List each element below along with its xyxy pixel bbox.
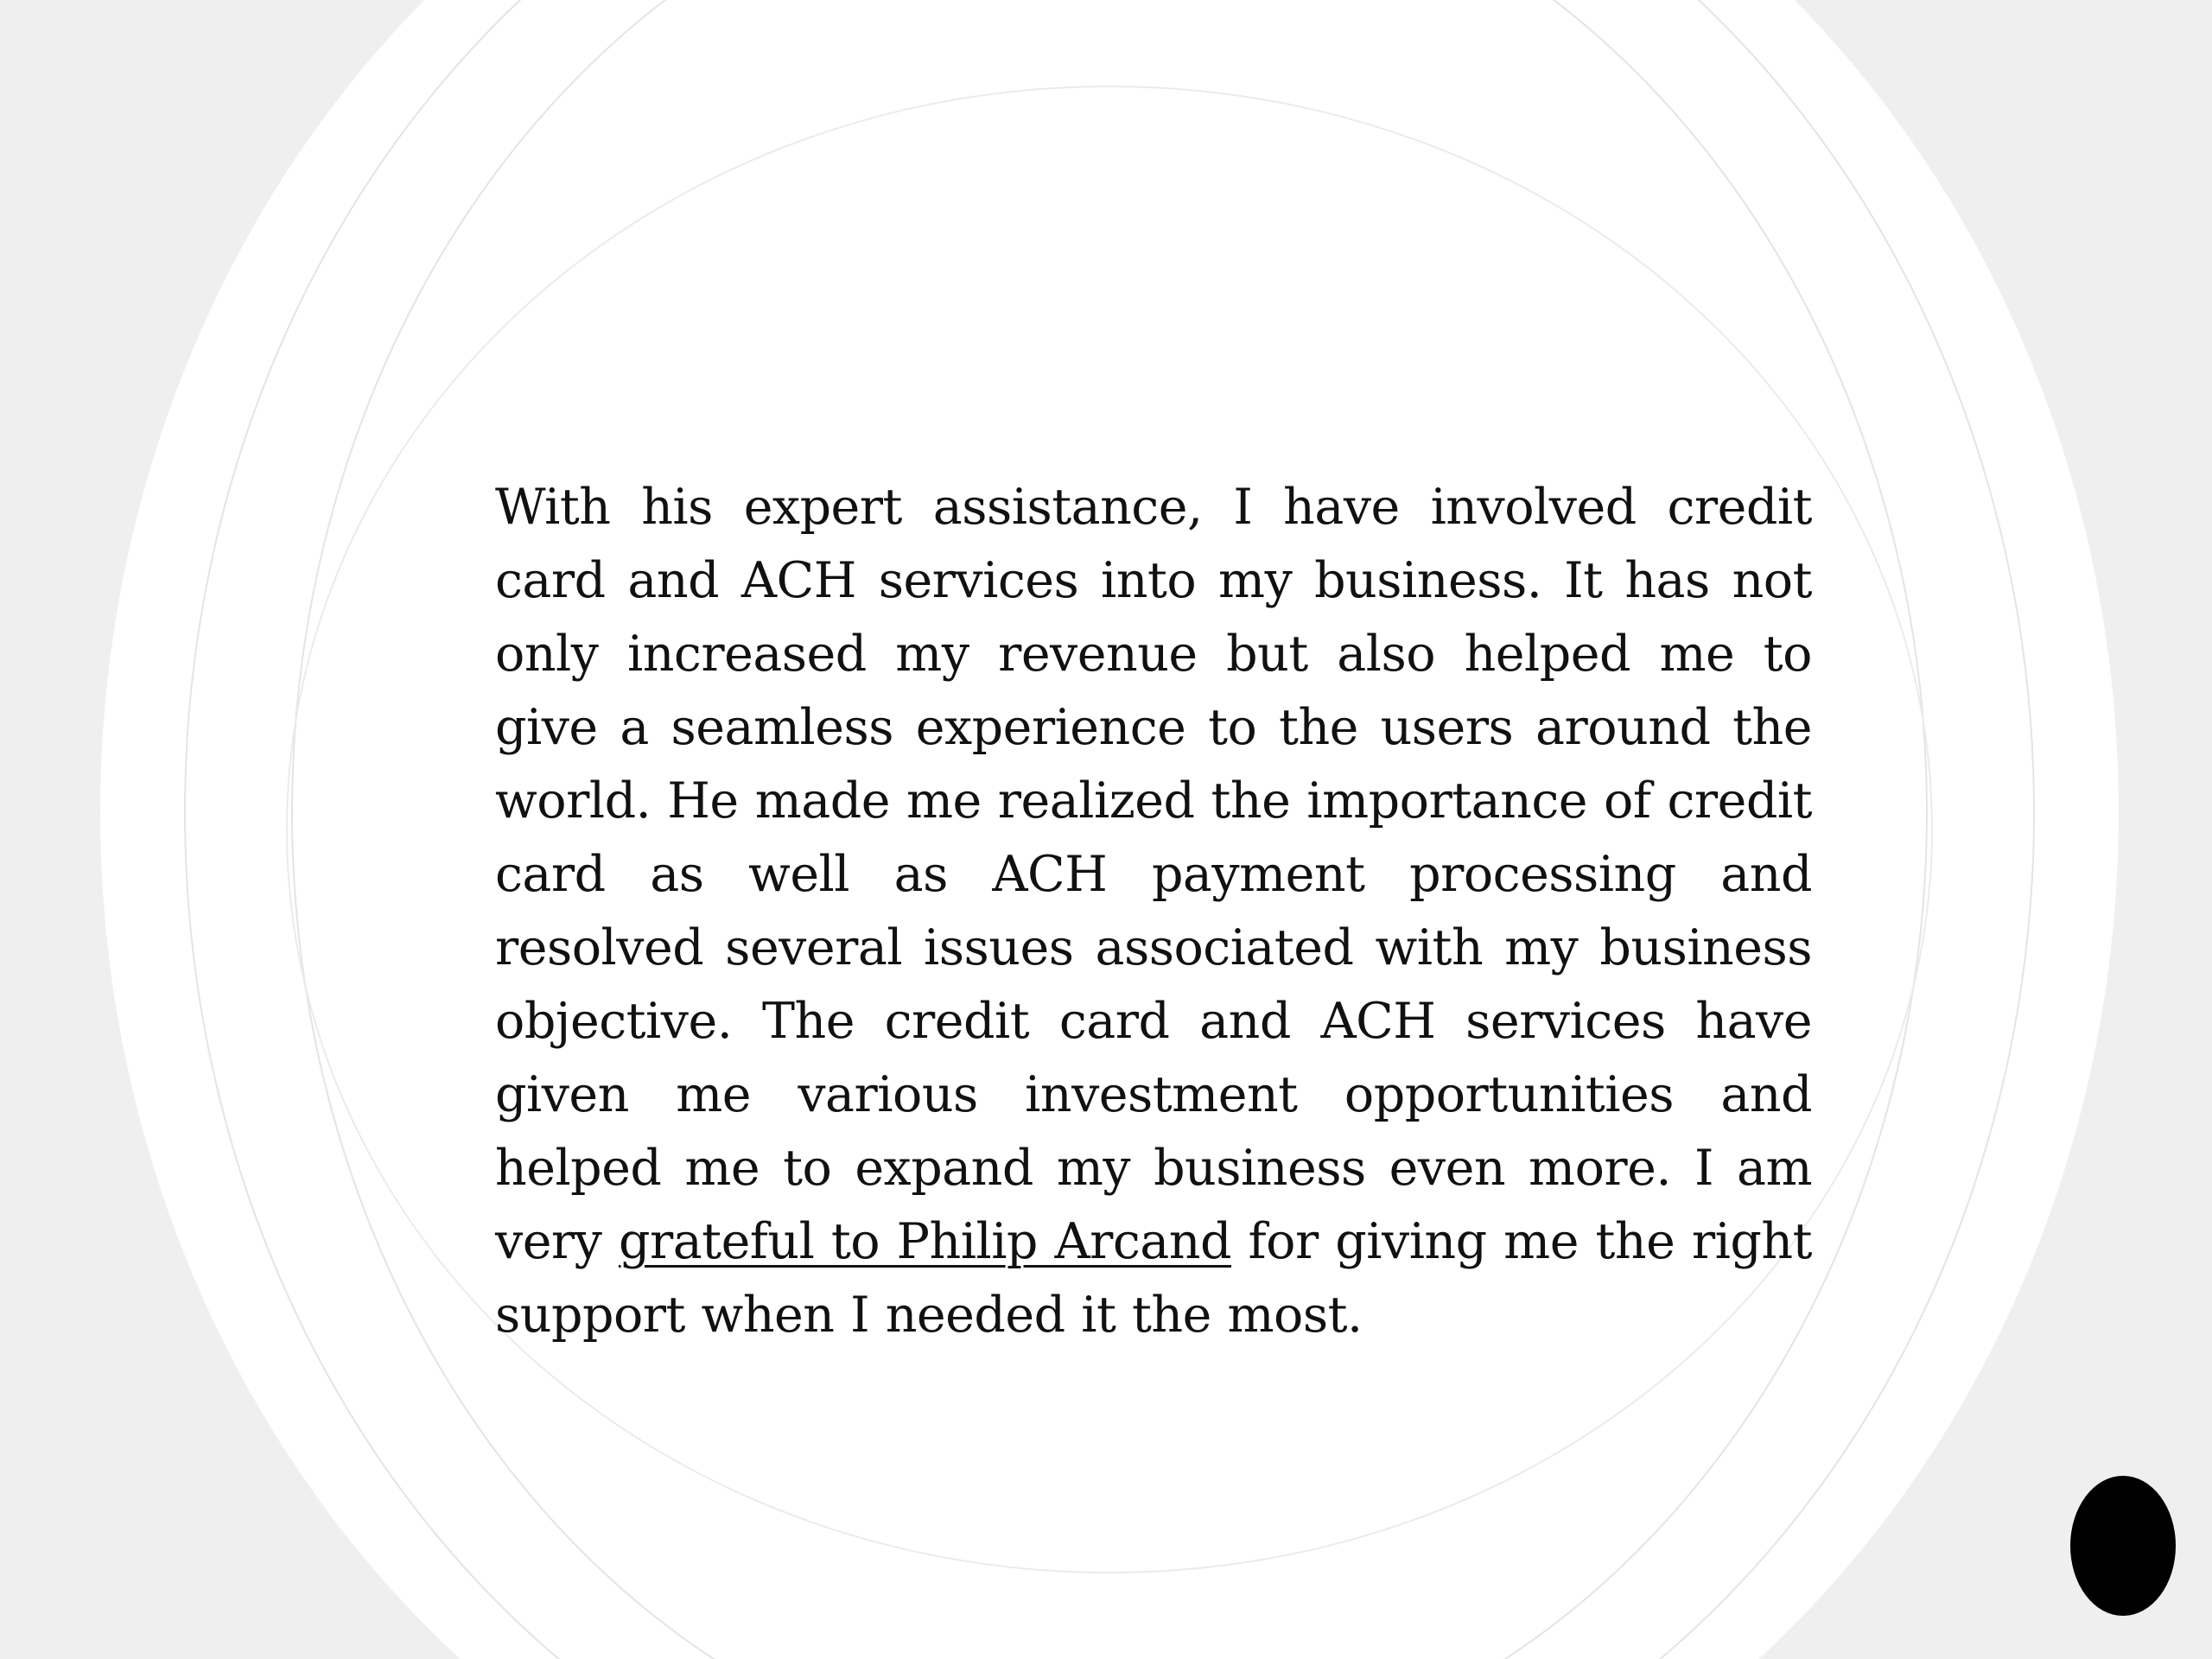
testimonial-ending: for giving me the right support when I needed it the most. bbox=[495, 1213, 1812, 1344]
corner-dot-icon bbox=[2070, 1476, 2176, 1616]
philip-arcand-link[interactable]: grateful to Philip Arcand bbox=[618, 1213, 1231, 1270]
testimonial-body: With his expert assistance, I have involved credit card and ACH services into my business. It has not only increased my revenue but also helped me to give a seamless experience to the users around the world. He made me realized the importance of credit card as well as ACH payment processing and resolved several issues associated with my business objective. The credit card and ACH services have given me various investment opportunities and helped me to expand my business even more. I am very bbox=[495, 479, 1812, 1270]
testimonial-text bbox=[495, 471, 1812, 1352]
